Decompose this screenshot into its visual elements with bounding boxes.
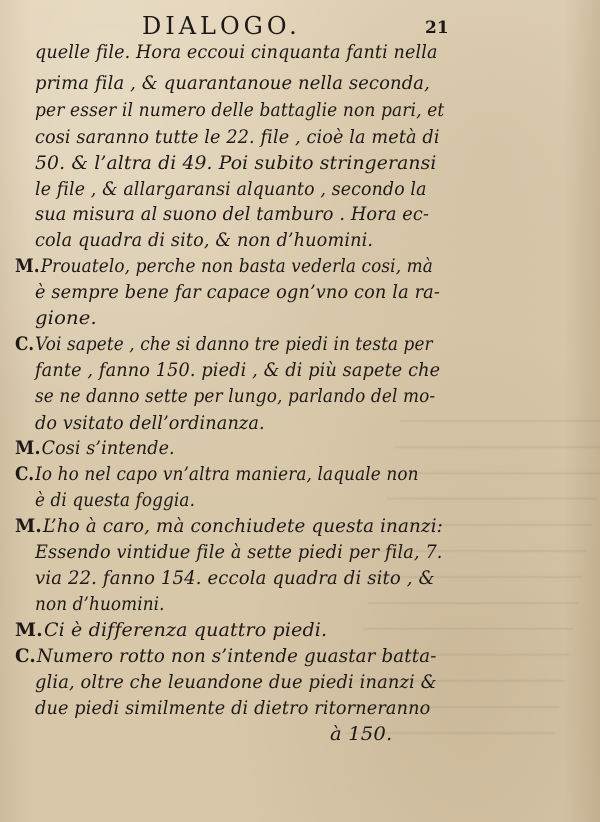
- dialogue-line: [15, 517, 443, 536]
- text-line: gione.: [35, 307, 97, 329]
- text-line: le file , & allargaransi alquanto , secondo la: [35, 178, 427, 200]
- text-line: Essendo vintidue file à sette piedi per fila, 7.: [35, 541, 443, 563]
- text-line: cola quadra di sito, & non d’huomini.: [35, 229, 374, 251]
- dialogue-line: [15, 257, 433, 276]
- running-title: DIALOGO.: [142, 12, 301, 40]
- speaker-label: C.: [15, 333, 35, 355]
- text-line: non d’huomini.: [35, 593, 165, 615]
- text-line: à 150.: [330, 723, 393, 745]
- text-line: quelle file. Hora eccoui cinquanta fanti nella: [35, 41, 438, 63]
- dialogue-line: [15, 647, 437, 666]
- text-line: cosi saranno tutte le 22. file , cioè la metà di: [35, 126, 440, 148]
- text-line: glia, oltre che leuandone due piedi inanzi &: [35, 671, 437, 693]
- dialogue-line: [15, 465, 419, 484]
- text-line: via 22. fanno 154. eccola quadra di sito , &: [35, 567, 435, 589]
- speaker-label: C.: [15, 645, 36, 667]
- dialogue-line: [15, 335, 433, 354]
- text-line: è di questa foggia.: [35, 489, 196, 511]
- speech-text: Ci è differenza quattro piedi.: [43, 619, 328, 641]
- speech-text: Voi sapete , che si danno tre piedi in testa per: [35, 333, 433, 355]
- speech-text: Numero rotto non s’intende guastar batta-: [36, 645, 437, 667]
- text-line: sua misura al suono del tamburo . Hora ec-: [35, 203, 430, 225]
- speech-text: Io ho nel capo vn’altra maniera, laquale non: [35, 463, 419, 485]
- speaker-label: M.: [15, 437, 41, 459]
- text-line: prima fila , & quarantanoue nella seconda,: [35, 72, 430, 94]
- text-line: è sempre bene far capace ogn’vno con la ra-: [35, 281, 441, 303]
- speech-text: Cosi s’intende.: [41, 437, 175, 459]
- text-line: do vsitato dell’ordinanza.: [35, 412, 265, 434]
- text-line: se ne danno sette per lungo, parlando del mo-: [35, 385, 436, 407]
- speech-text: Prouatelo, perche non basta vederla cosi, mà: [40, 255, 433, 277]
- text-line: per esser il numero delle battaglie non pari, et: [35, 99, 445, 121]
- text-line: 50. & l’altra di 49. Poi subito stringeransi: [35, 152, 437, 174]
- text-line: fante , fanno 150. piedi , & di più sapete che: [35, 359, 441, 381]
- page-number: 21: [425, 18, 449, 38]
- dialogue-line: [15, 621, 327, 640]
- speaker-label: M.: [15, 515, 42, 537]
- speaker-label: C.: [15, 463, 35, 485]
- dialogue-line: [15, 439, 175, 458]
- speech-text: L’ho à caro, mà conchiudete questa inanzi:: [42, 515, 444, 537]
- speaker-label: M.: [15, 255, 40, 277]
- speaker-label: M.: [15, 619, 43, 641]
- text-line: due piedi similmente di dietro ritorneranno: [35, 697, 431, 719]
